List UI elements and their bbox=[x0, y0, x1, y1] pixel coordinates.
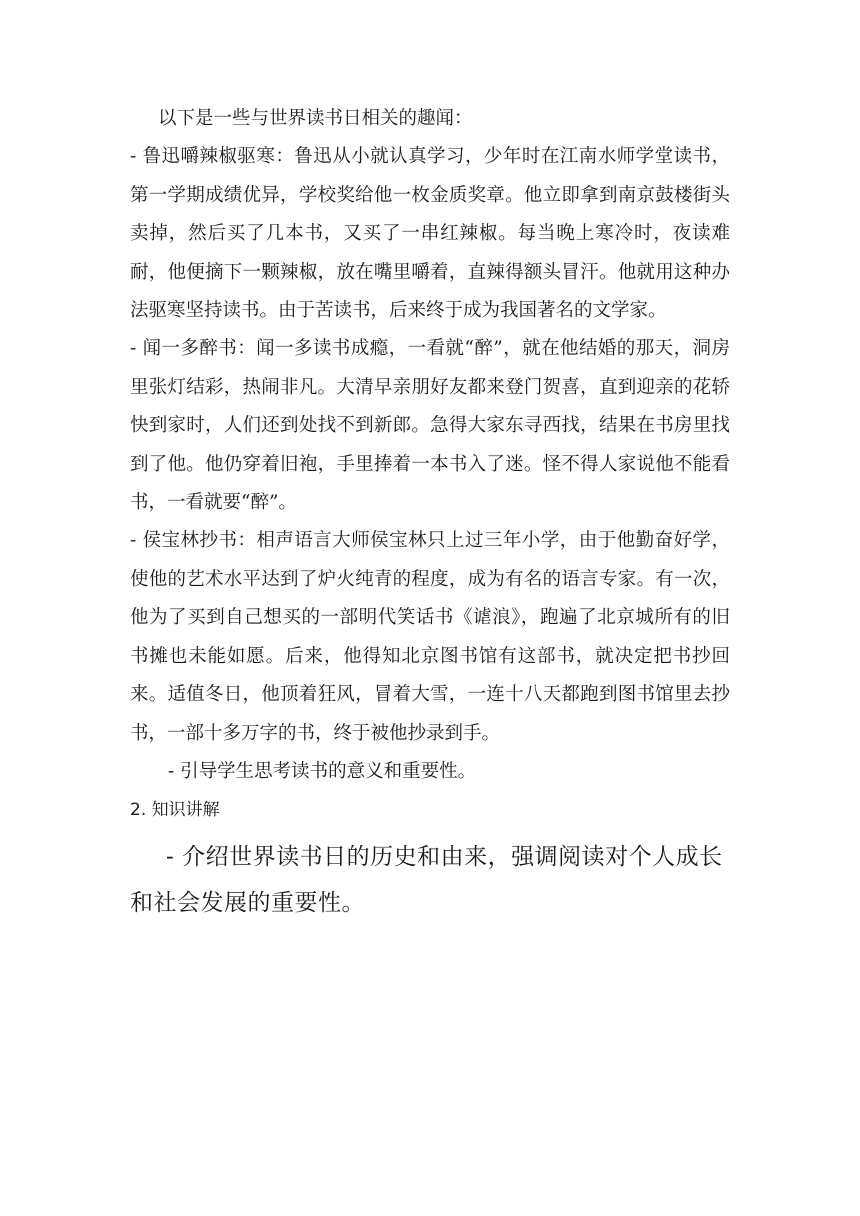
anecdote-wenyiduo: - 闻一多醉书：闻一多读书成瘾，一看就“醉”，就在他结婚的那天，洞房里张灯结彩，热闹非凡。大清早亲朋好友都来登门贺喜，直到迎亲的花轿快到家时，人们还到处找不到新郎。急得大家东寻西找，结果在书房里找到了他。他仍穿着旧袍，手里捧着一本书入了迷。怪不得人家说他不能看书，一看就要“醉”。 bbox=[130, 338, 730, 514]
anecdote-houbaolin: - 侯宝林抄书：相声语言大师侯宝林只上过三年小学，由于他勤奋好学，使他的艺术水平达到了炉火纯青的程度，成为有名的语言专家。有一次，他为了买到自己想买的一部明代笑话书《谑浪》，跑遍了北京城所有的旧书摊也未能如愿。后来，他得知北京图书馆有这部书，就决定把书抄回来。适值冬日，他顶着狂风，冒着大雪，一连十八天都跑到图书馆里去抄书，一部十多万字的书，终于被他抄录到手。 bbox=[130, 530, 730, 744]
document-body bbox=[130, 100, 730, 926]
section-heading: 2. 知识讲解 bbox=[130, 800, 220, 821]
anecdote-luxun: - 鲁迅嚼辣椒驱寒：鲁迅从小就认真学习，少年时在江南水师学堂读书，第一学期成绩优异，学校奖给他一枚金质奖章。他立即拿到南京鼓楼街头卖掉，然后买了几本书，又买了一串红辣椒。每当晚上寒冷时，夜读难耐，他便摘下一颗辣椒，放在嘴里嚼着，直辣得额头冒汗。他就用这种办法驱寒坚持读书。由于苦读书，后来终于成为我国著名的文学家。 bbox=[130, 146, 730, 322]
intro-paragraph: 以下是一些与世界读书日相关的趣闻： bbox=[158, 108, 473, 129]
knowledge-point: - 介绍世界读书日的历史和由来，强调阅读对个人成长和社会发展的重要性。 bbox=[130, 843, 723, 916]
guide-paragraph: - 引导学生思考读书的意义和重要性。 bbox=[168, 760, 477, 782]
